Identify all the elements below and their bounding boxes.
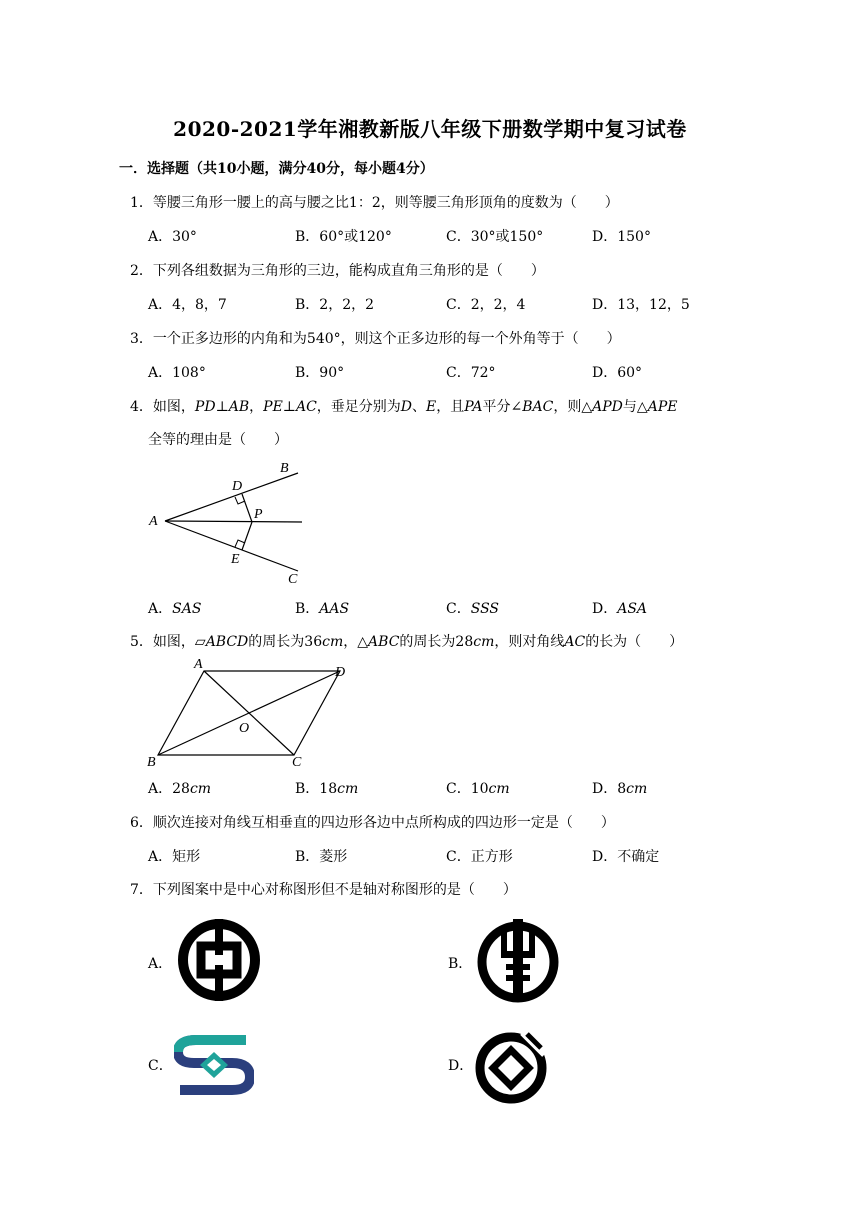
stem-text: 4．如图， [130,399,195,415]
question-4-option-c[interactable] [446,598,499,618]
stem-var: E [426,399,437,415]
label-c: C [288,572,298,586]
question-3-option-b[interactable]: B．90° [295,365,345,381]
label-a: A [149,514,158,529]
question-6-stem: 6．顺次连接对角线互相垂直的四边形各边中点所构成的四边形一定是（ ） [130,815,615,831]
stem-var: PA [464,399,483,415]
option-value: SAS [172,601,202,617]
question-6-option-c[interactable]: C．正方形 [446,849,513,865]
question-6-option-a[interactable]: A．矩形 [148,849,201,865]
stem-unit: cm [473,634,495,650]
question-5-option-c[interactable] [446,778,510,798]
section-heading: 一．选择题（共10小题，满分40分，每小题4分） [119,161,434,177]
option-unit: cm [488,781,510,797]
question-4-option-d[interactable] [592,598,647,618]
option-letter: A．28 [148,781,190,797]
question-7-option-b[interactable]: B． [448,956,473,972]
stem-unit: cm [322,634,344,650]
stem-text: 的长为（ ） [585,634,684,650]
question-1-option-a[interactable]: A．30° [148,229,197,245]
question-1-option-d[interactable]: D．150° [592,229,651,245]
ray-ap [165,521,302,522]
question-4-stem-line2: 全等的理由是（ ） [148,432,288,448]
label-a: A [194,657,203,672]
question-5-option-a[interactable] [148,778,211,798]
agricultural-bank-logo-icon[interactable] [475,917,561,1003]
stem-var: APD [592,399,623,415]
question-7-stem: 7．下列图案中是中心对称图形但不是轴对称图形的是（ ） [130,882,517,898]
label-o: O [239,721,250,736]
question-4-option-b[interactable] [295,598,349,618]
option-letter: B．18 [295,781,338,797]
question-7-option-a[interactable]: A． [148,956,173,972]
label-b: B [280,461,289,476]
segment-pd [242,494,252,522]
stem-text: 与△ [622,399,648,415]
stem-text: ⊥ [282,399,296,415]
question-7-option-d[interactable]: D． [448,1058,474,1074]
stem-text: ，则△ [553,399,593,415]
stem-var: D [400,399,413,415]
question-1-stem: 1．等腰三角形一腰上的高与腰之比1：2，则等腰三角形顶角的度数为（ ） [130,195,619,211]
label-d: D [335,665,346,680]
option-value: AAS [319,601,350,617]
construction-bank-logo-icon[interactable] [473,1028,549,1104]
option-letter: C． [446,601,471,617]
stem-text: ， [249,399,264,415]
stem-var: ABC [368,634,400,650]
option-unit: cm [189,781,212,797]
question-3-option-c[interactable]: C．72° [446,365,496,381]
option-value: SSS [470,601,499,617]
question-2-option-c[interactable]: C．2，2，4 [446,297,526,313]
option-unit: cm [337,781,359,797]
question-2-option-d[interactable]: D．13，12，5 [592,297,690,313]
option-letter: D．8 [592,781,627,797]
bank-of-china-logo-icon[interactable] [176,917,262,1003]
citic-bank-logo-icon[interactable] [174,1034,254,1096]
option-letter: A． [148,601,173,617]
question-2-stem: 2．下列各组数据为三角形的三边，能构成直角三角形的是（ ） [130,263,545,279]
stem-text: 平分∠ [482,399,523,415]
stem-text: ，且 [436,399,465,415]
stem-var: PE [263,399,283,415]
label-p: P [254,507,263,522]
stem-var: ABCD [205,634,249,650]
option-unit: cm [626,781,648,797]
stem-var: BAC [522,399,554,415]
question-4-option-a[interactable] [148,598,201,618]
option-letter: D． [592,601,618,617]
question-2-option-a[interactable]: A．4，8，7 [148,297,227,313]
stem-text: ，垂足分别为 [316,399,401,415]
stem-var: AB [228,399,250,415]
stem-var: APE [647,399,678,415]
question-5-stem [130,631,683,651]
question-1-option-c[interactable]: C．30°或150° [446,229,544,245]
diagonal-bd [158,671,340,755]
stem-var: PD [194,399,216,415]
stem-text: ⊥ [215,399,229,415]
option-value: ASA [617,601,648,617]
question-1-option-b[interactable]: B．60°或120° [295,229,392,245]
stem-text: ，△ [343,634,369,650]
stem-text: 的周长为36 [248,634,323,650]
label-b: B [147,755,156,770]
question-5-figure [144,656,352,770]
stem-text: 5．如图，▱ [130,634,206,650]
question-4-figure [146,458,308,586]
question-3-option-a[interactable]: A．108° [148,365,206,381]
question-7-option-c[interactable]: C． [148,1058,173,1074]
question-3-stem: 3．一个正多边形的内角和为540°，则这个正多边形的每一个外角等于（ ） [130,331,621,347]
question-4-stem [130,396,677,416]
question-2-option-b[interactable]: B．2，2，2 [295,297,375,313]
question-6-option-b[interactable]: B．菱形 [295,849,348,865]
option-letter: B． [295,601,320,617]
question-3-option-d[interactable]: D．60° [592,365,643,381]
stem-text: 的周长为28 [399,634,474,650]
option-letter: C．10 [446,781,489,797]
stem-var: AC [295,399,317,415]
question-6-option-d[interactable]: D．不确定 [592,849,660,865]
stem-var: AC [564,634,586,650]
page-title: 2020-2021学年湘教新版八年级下册数学期中复习试卷 [173,117,687,141]
stem-text: ，则对角线 [494,634,565,650]
label-e: E [231,552,240,567]
label-d: D [232,479,243,494]
stem-text: 、 [412,399,427,415]
segment-pe [242,522,252,550]
label-c: C [292,755,302,770]
question-5-option-b[interactable] [295,778,358,798]
question-5-option-d[interactable] [592,778,647,798]
